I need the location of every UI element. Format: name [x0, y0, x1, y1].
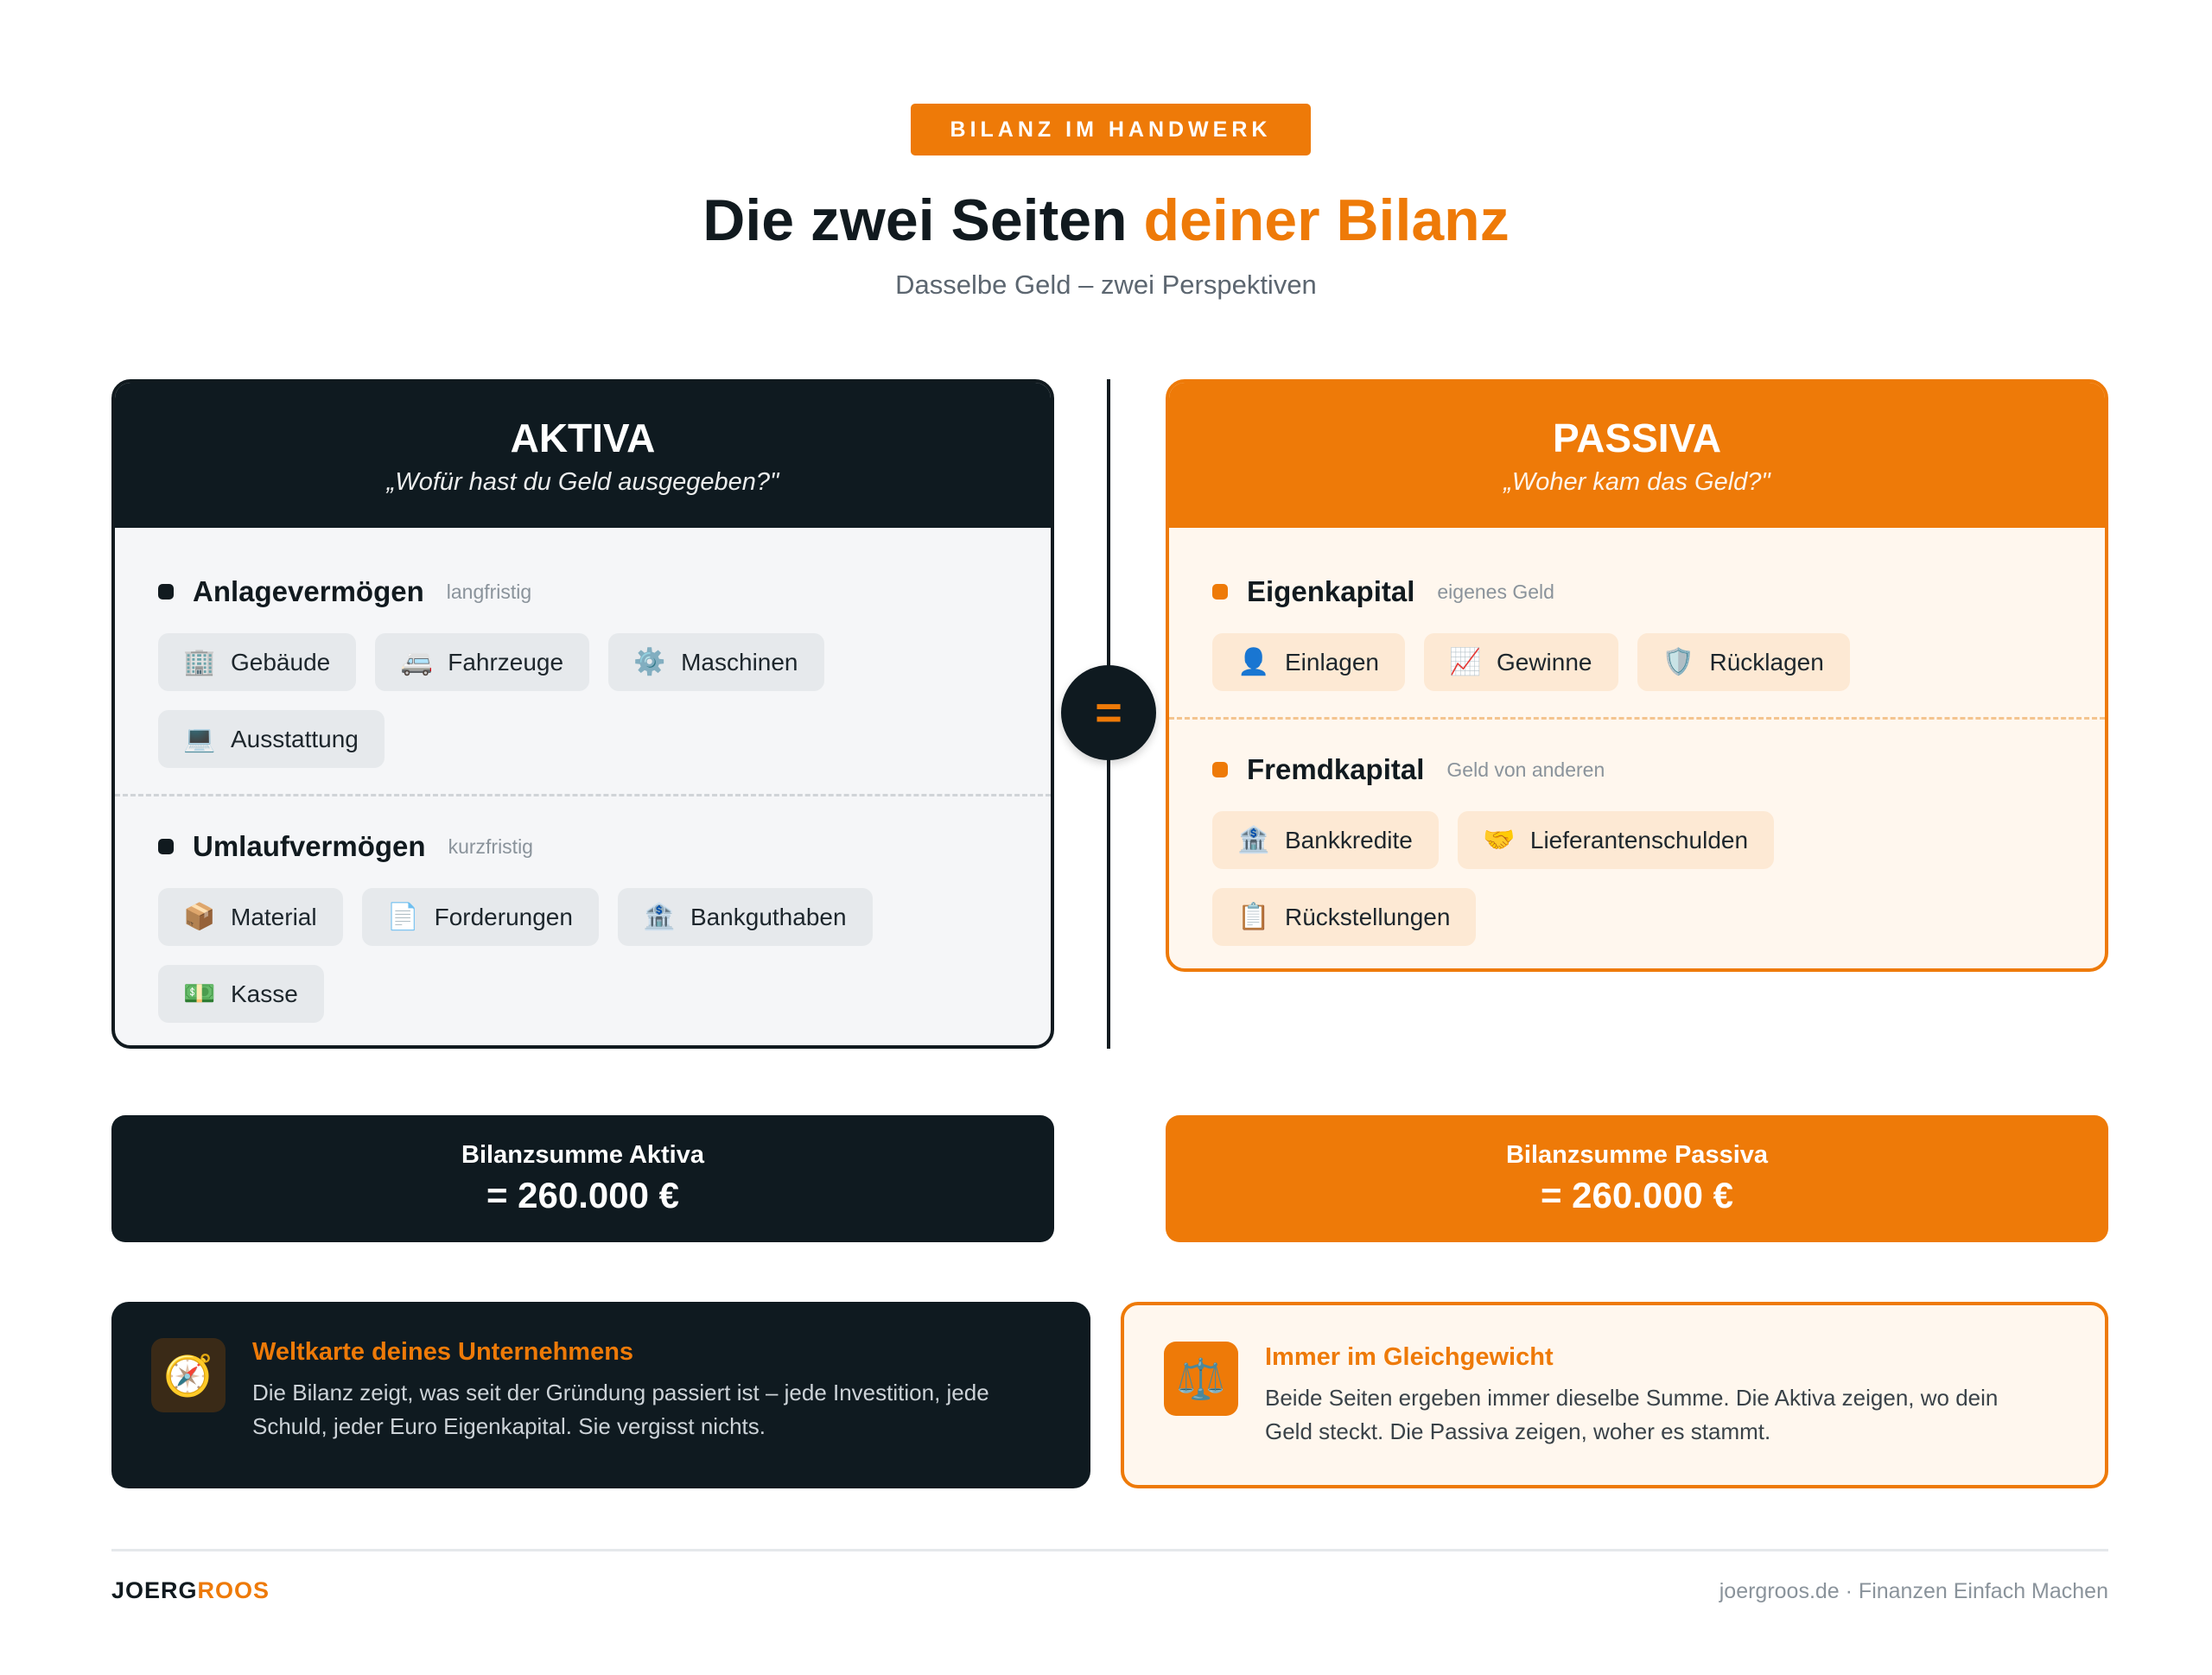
section-anlagevermoegen [115, 528, 1051, 768]
chip-lieferantenschulden [1458, 811, 1774, 869]
chip-fahrzeuge [375, 633, 589, 691]
chip-material [158, 888, 343, 946]
section-name: Fremdkapital [1247, 753, 1425, 785]
section-bullet [1212, 584, 1228, 600]
shield-icon: 🛡️ [1662, 648, 1695, 676]
building-icon: 🏢 [183, 648, 216, 676]
total-passiva-value: = 260.000 € [1540, 1175, 1734, 1215]
total-aktiva [111, 1115, 1054, 1242]
chip-label: Lieferantenschulden [1529, 826, 1749, 853]
footer-website: joergroos.de · Finanzen Einfach Machen [1719, 1579, 2108, 1603]
brand-part1: JOERG [111, 1577, 198, 1603]
van-icon: 🚐 [400, 648, 433, 676]
total-aktiva-label: Bilanzsumme Aktiva [461, 1141, 704, 1169]
footer-divider [111, 1549, 2108, 1551]
laptop-icon: 💻 [183, 725, 216, 753]
aktiva-panel [111, 379, 1054, 1049]
card-text: Die Bilanz zeigt, was seit der Gründung passiert ist – jede Investition, jede Schuld, jeder Euro Eigenkapital. Sie vergisst nichts. [252, 1380, 989, 1439]
section-umlaufvermoegen [115, 796, 1051, 1023]
section-tag: eigenes Geld [1437, 580, 1554, 603]
page-title-accent: deiner Bilanz [1143, 187, 1510, 253]
section-tag: Geld von anderen [1446, 758, 1605, 781]
chip-bankkredite [1212, 811, 1439, 869]
chip-label: Gebäude [231, 648, 331, 676]
total-passiva-label: Bilanzsumme Passiva [1505, 1141, 1769, 1169]
chip-label: Gewinne [1496, 648, 1592, 676]
compass-icon: 🧭 [151, 1338, 226, 1412]
chip-bankguthaben [618, 888, 873, 946]
aktiva-title: AKTIVA [510, 415, 656, 460]
section-eigenkapital [1169, 528, 2105, 691]
chip-einlagen [1212, 633, 1405, 691]
section-name: Eigenkapital [1247, 575, 1415, 607]
chip-label: Bankguthaben [690, 903, 847, 930]
passiva-question: „Woher kam das Geld?" [1503, 467, 1770, 496]
card-title: Weltkarte deines Unternehmens [252, 1338, 634, 1366]
cash-icon: 💵 [183, 980, 216, 1008]
info-card-gleichgewicht [1121, 1302, 2108, 1488]
bank-icon: 🏦 [1237, 826, 1270, 854]
person-icon: 👤 [1237, 648, 1270, 676]
chip-ausstattung [158, 710, 385, 768]
brand-part2: ROOS [197, 1577, 270, 1603]
chip-forderungen [362, 888, 599, 946]
chip-label: Fahrzeuge [448, 648, 564, 676]
section-fremdkapital [1169, 720, 2105, 946]
section-name: Umlaufvermögen [193, 830, 426, 862]
card-title: Immer im Gleichgewicht [1265, 1343, 1554, 1371]
card-text: Beide Seiten ergeben immer dieselbe Summe. Die Aktiva zeigen, wo dein Geld steckt. Die Passiva zeigen, woher es stammt. [1265, 1385, 1999, 1444]
clipboard-icon: 📋 [1237, 903, 1270, 931]
passiva-panel [1166, 379, 2108, 972]
chip-kasse [158, 965, 324, 1023]
chip-label: Einlagen [1285, 648, 1379, 676]
total-aktiva-value: = 260.000 € [486, 1175, 680, 1215]
brand-logo [111, 1577, 270, 1604]
section-bullet [158, 839, 174, 854]
total-passiva [1166, 1115, 2108, 1242]
bank-icon: 🏦 [643, 903, 676, 931]
chip-label: Ausstattung [231, 725, 359, 752]
page-title-main: Die zwei Seiten [702, 187, 1128, 253]
chip-label: Rücklagen [1709, 648, 1824, 676]
chip-label: Forderungen [434, 903, 573, 930]
scales-icon: ⚖️ [1164, 1342, 1238, 1416]
chart-up-icon: 📈 [1449, 648, 1482, 676]
section-tag: kurzfristig [448, 834, 533, 858]
chip-label: Bankkredite [1285, 826, 1413, 853]
chip-label: Maschinen [681, 648, 798, 676]
category-badge: BILANZ IM HANDWERK [911, 104, 1311, 155]
section-bullet [1212, 762, 1228, 777]
aktiva-question: „Wofür hast du Geld ausgegeben?" [386, 467, 779, 496]
chip-label: Material [231, 903, 317, 930]
package-icon: 📦 [183, 903, 216, 931]
page-subtitle: Dasselbe Geld – zwei Perspektiven [895, 270, 1317, 300]
section-tag: langfristig [446, 580, 532, 603]
chip-ruecklagen [1637, 633, 1850, 691]
section-bullet [158, 584, 174, 600]
page-title [0, 181, 2212, 259]
aktiva-header [115, 383, 1051, 528]
chip-label: Kasse [231, 980, 298, 1007]
chip-gebaeude [158, 633, 356, 691]
handshake-icon: 🤝 [1483, 826, 1516, 854]
document-icon: 📄 [386, 903, 420, 931]
chip-rueckstellungen [1212, 888, 1476, 946]
chip-label: Rückstellungen [1285, 903, 1451, 930]
passiva-header [1169, 383, 2105, 528]
section-name: Anlagevermögen [193, 575, 424, 607]
passiva-title: PASSIVA [1552, 415, 1722, 460]
chip-gewinne [1424, 633, 1618, 691]
chip-maschinen [608, 633, 823, 691]
info-card-weltkarte [111, 1302, 1090, 1488]
equals-icon: = [1061, 665, 1156, 760]
gear-icon: ⚙️ [633, 648, 666, 676]
